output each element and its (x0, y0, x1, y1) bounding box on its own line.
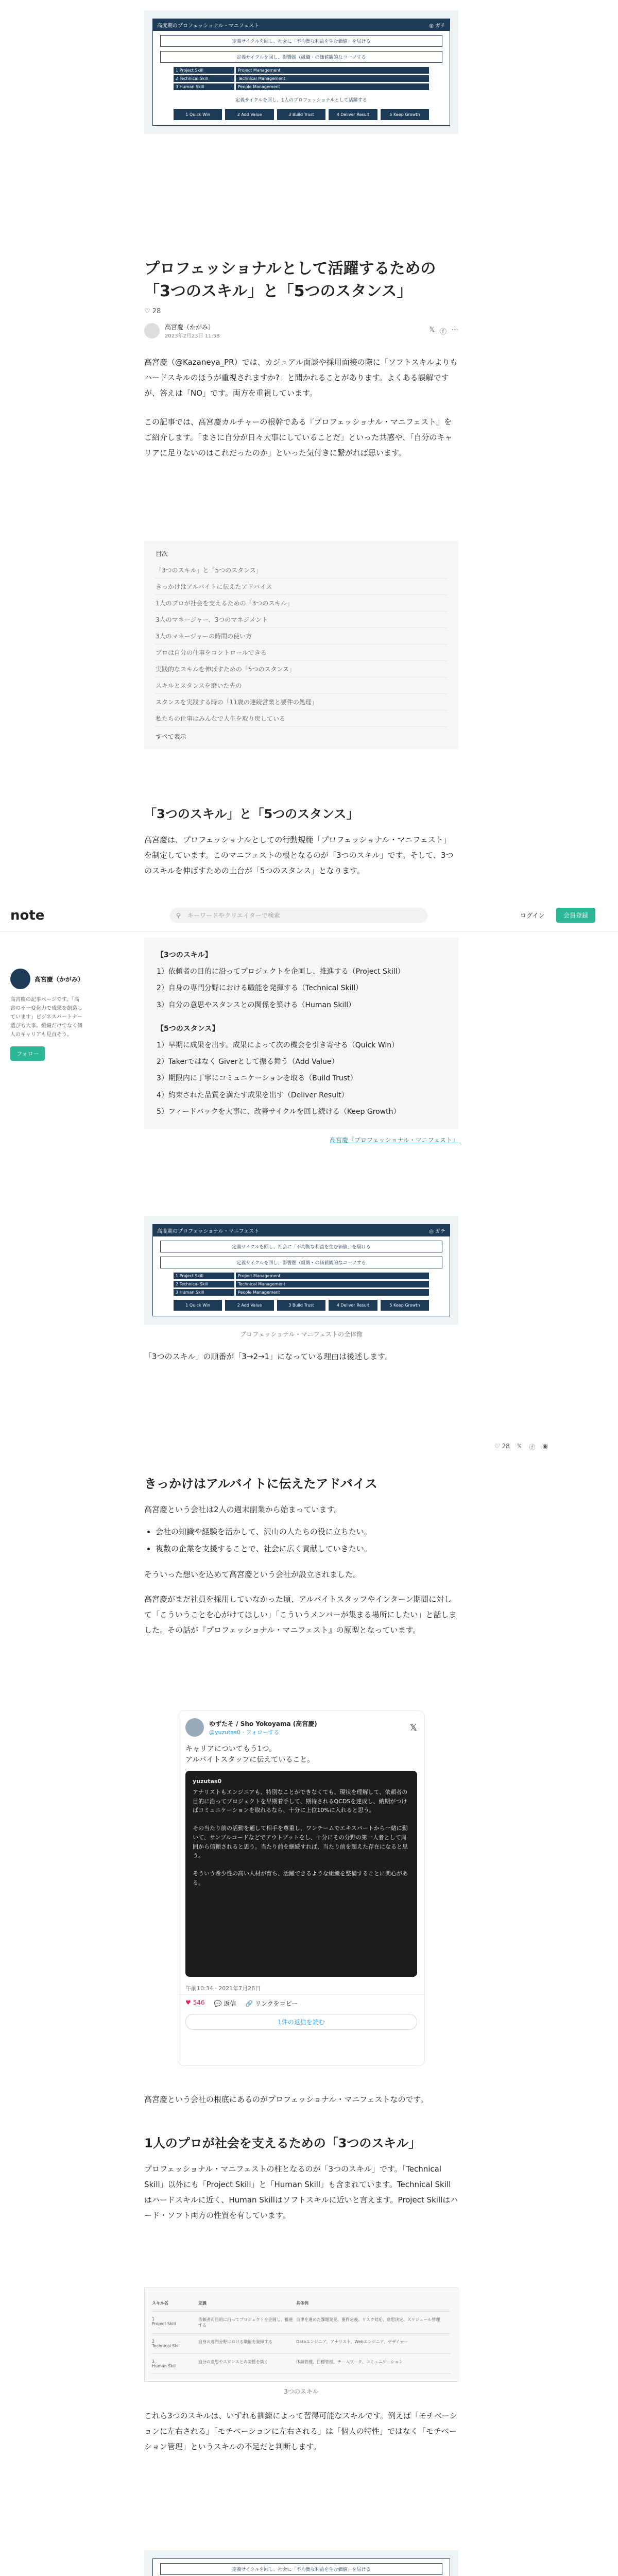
toc-item[interactable]: スキルとスタンスを磨いた先の (156, 677, 447, 694)
stance-box: 1 Quick Win (174, 1300, 222, 1311)
author-name[interactable]: 高宮慶（かがみ） (165, 324, 215, 331)
table-cell: 自分の意思やスタンスとの関係を築く (198, 2360, 268, 2364)
table-header: 定義 (198, 2301, 207, 2306)
avatar[interactable] (10, 969, 30, 989)
chain-right: Technical Management (236, 75, 429, 82)
figure-stances (174, 109, 429, 120)
table-cell: 自律を進めた課題発見、要件定義、リスク対応、意思決定、スケジュール管理 (296, 2317, 440, 2322)
stance-box: 3 Build Trust (277, 109, 325, 120)
x-share-icon[interactable]: 𝕏 (517, 1443, 522, 1450)
chain-left: 2 Technical Skill (174, 1281, 234, 1287)
like-count: 28 (502, 1443, 510, 1450)
manifesto-quote (144, 938, 458, 1144)
figure-pill-2: 定義サイクルを回し、影響圏（組織・の価値観的なコ一ツする (160, 51, 442, 63)
chain-right: Project Management (236, 1273, 429, 1279)
toc-item[interactable]: 私たちの仕事はみんなで人生を取り戻している (156, 710, 447, 727)
table-row (152, 2334, 451, 2354)
evaluate-paragraph: これら3つのスキルは、いずれも訓練によって習得可能なスキルです。例えば「モチベーションに左右される」「モチベーションに左右される」は「個人の特性」ではなく「モチベーション管理」というスキルの不足だと判断します。 (144, 2411, 457, 2451)
table-cell: 自身の専門分野における職能を発揮する (198, 2340, 272, 2344)
advice-paragraph-3: 高宮慶がまだ社員を採用していなかった頃、アルバイトスタッフやインターン期間に対して「こういうことを心がけてほしい」「こういうメンバーが集まる場所にしたい」と話しました。その話が『プロフェッショナル・マニフェスト』の原型となっています。 (144, 1595, 457, 1635)
stance-box: 2 Add Value (225, 1300, 273, 1311)
intro-paragraph-2: この記事では、高宮慶カルチャーの根幹である『プロフェッショナル・マニフェスト』をご紹介します。「まさに自分が日々大事にしていることだ」といった共感や、「自分のキャリアに足りないのはこれだったのか」といった気付きに繋がれば思います。 (144, 417, 453, 457)
manifesto-figure (144, 1216, 458, 1364)
table-header: 具体例 (296, 2301, 308, 2306)
ratio-paragraph: 「3つのスキル」の順番が「3→2→1」になっている理由は後述します。 (144, 1352, 392, 1361)
stance-box: 4 Deliver Result (329, 109, 377, 120)
x-share-icon[interactable]: 𝕏 (429, 326, 435, 334)
table-cell: 2 Technical Skill (152, 2339, 181, 2348)
skill-line: 3）自分の意思やスタンスとの関係を築ける（Human Skill） (157, 1001, 356, 1009)
skill-line: 1）依頼者の目的に沿ってプロジェクトを企画し、推進する（Project Skill） (157, 968, 405, 976)
toc-item[interactable]: 3人のマネージャーの時間の使い方 (156, 628, 447, 645)
follow-button[interactable]: フォロー (10, 1046, 45, 1061)
search-icon: ⚲ (176, 912, 181, 919)
like-row[interactable] (144, 308, 458, 315)
stance-line: 5）フィードバックを大事に、改善サイクルを回し続ける（Keep Growth） (157, 1107, 401, 1116)
reply-label: 返信 (224, 2000, 236, 2007)
toc-item[interactable]: 1人のプロが社会を支えるための「3つのスキル」 (156, 595, 447, 612)
quoted-author: yuzutas0 (193, 1778, 222, 1785)
stance-caption: 定義サイクルを回し、1人のプロフェッショナルとして活躍する (235, 98, 367, 103)
stance-box: 3 Build Trust (277, 1300, 325, 1311)
stance-line: 3）期限内に丁寧にコミュニケーションを取る（Build Trust） (157, 1074, 357, 1083)
table-cell: 1 Project Skill (152, 2317, 176, 2326)
chain-right: People Management (236, 83, 429, 90)
sidebar-bio: 高宮慶の記事ページです。「高宮の不一変化力で成果を創造しています」ビジネスパートナー選びも大事。組織だけでなく個人のキャリアも見直そう。 (10, 997, 82, 1038)
section-heading-three-skills: 1人のプロが社会を支えるための「3つのスキル」 (144, 2136, 421, 2150)
bullet-item: • 会社の知識や経験を活かして、沢山の人たちの役に立ちたい。 (156, 1523, 458, 1540)
tweet-handle[interactable]: @yuzutas0 · フォローする (209, 1728, 280, 1736)
stance-line: 2）Takerではなく Giverとして振る舞う（Add Value） (157, 1058, 339, 1066)
stance-box: 5 Keep Growth (381, 1300, 429, 1311)
hero-figure (144, 10, 458, 134)
tweet-like-count: 546 (193, 1999, 205, 2006)
three-skills-paragraph: プロフェッショナル・マニフェストの柱となるのが「3つのスキル」です。「Technical Skill」以外にも「Project Skill」と「Human Skill」も含まれています。Technical Skillはハードスキルに近く、Human Skillはソフトスキルに近いと言えます。Project Skillはハード・ソフト両方の性質を有しています。 (144, 2164, 458, 2220)
toc-item[interactable]: プロは自分の仕事をコントロールできる (156, 645, 447, 661)
site-header (0, 901, 618, 932)
figure-pill-1: 定義サイクルを回し、社会に「不均衡な利益を生む価値」を届ける (160, 2563, 442, 2575)
like-count: 28 (152, 308, 161, 315)
quoted-text: アナリストもエンジニアも、特別なことができなくても、現状を理解して、依頼者の目的に沿ってプロジェクトを早期着手して、期待されるQCDSを達成し、納期がつけばコミュニケーションを取れるなら、十分に上位10%に入れると思う。 その当たり前の活動を通して相手を尊重し、ワンチームでエキスパートから一緒に動いて、サンプルコードなどでアウトプットをし、十分にその分野の第一人者として周囲から信頼されると思う。当たり前を継続すれば、当たり前を超えた存在になると思う。 そういう希少性の高い人材が育ち、活躍できるような組織を整備することに関心がある。 (193, 1789, 408, 1886)
stance-line: 4）約束された品質を満たす成果を出す（Deliver Result） (157, 1091, 349, 1099)
intro-paragraph-1: 高宮慶（@Kazaneya_PR）では、カジュアル面談や採用面接の際に「ソフトスキルよりもハードスキルのほうが重視されますか?」と聞かれることがあります。よくある誤解ですが、答えは「NO」です。両方を重視しています。 (144, 358, 458, 398)
stance-line: 1）早期に成果を出す。成果によって次の機会を引き寄せる（Quick Win） (157, 1041, 399, 1049)
heart-icon[interactable]: ♡ (144, 308, 150, 315)
tweet-author[interactable]: ゆずたそ / Sho Yokoyama (高宮慶) (209, 1720, 317, 1727)
table-header: スキル名 (152, 2301, 168, 2306)
skill-line: 2）自身の専門分野における職能を発揮する（Technical Skill） (157, 984, 363, 993)
tweet-quoted-image (185, 1771, 417, 1977)
figure-brand: ◎ ガチ (429, 23, 445, 29)
stance-box: 2 Add Value (225, 109, 273, 120)
author-sidebar (10, 969, 82, 1061)
toc-item[interactable]: 3人のマネージャー、3つのマネジメント (156, 612, 447, 628)
more-icon[interactable]: ⋯ (452, 326, 458, 334)
advice-paragraph-2: そういった想いを込めて高宮慶という会社が設立されました。 (144, 1570, 361, 1579)
heart-icon[interactable]: ♡ 28 (494, 1443, 510, 1450)
table-row (152, 2354, 451, 2374)
stances-heading: 【5つのスタンス】 (157, 1024, 219, 1033)
search-placeholder: キーワードやクリエイターで検索 (187, 912, 280, 919)
figure-chain (174, 67, 429, 90)
post-date: 2023年2月23日 11:58 (165, 333, 220, 339)
avatar[interactable] (144, 323, 160, 338)
chain-right: People Management (236, 1289, 429, 1296)
chain-left: 2 Technical Skill (174, 75, 234, 82)
figure-brand: ◎ ガチ (429, 1229, 445, 1234)
figure-pill-1: 定義サイクルを回し、社会に「不均衡な利益を生む価値」を届ける (160, 1241, 442, 1252)
tweet-reply-button[interactable]: 💬 返信 (214, 2000, 236, 2007)
after-tweet-paragraph: 高宮慶という会社の根底にあるのがプロフェッショナル・マニフェストなのです。 (144, 2095, 428, 2104)
note-logo[interactable]: note (10, 908, 45, 923)
tweet-read-replies-button[interactable]: 1件の返信を読む (185, 2014, 417, 2030)
line-icon[interactable]: ◉ (542, 1443, 548, 1450)
copy-label: リンクをコピー (255, 2000, 298, 2007)
x-logo-icon[interactable]: 𝕏 (409, 1722, 417, 1733)
table-cell: 体調管理、目標管理、チームワーク、コミュニケーション (296, 2360, 403, 2364)
cycle-figure (144, 2550, 458, 2576)
reaction-bar (494, 1443, 548, 1451)
chain-right: Project Management (236, 67, 429, 74)
toc-title: 目次 (156, 550, 168, 557)
toc-item[interactable]: スタンスを実践する時の「11歳の連続営業と要件の処理」 (156, 694, 447, 710)
tweet-embed[interactable] (178, 1710, 425, 2066)
facebook-icon[interactable]: ⓕ (529, 1444, 536, 1451)
tweet-text: キャリアについてもう1つ。 アルバイトスタッフに伝えていること。 (185, 1745, 315, 1764)
section-heading-advice: きっかけはアルバイトに伝えたアドバイス (144, 1477, 377, 1491)
table-cell: 3 Human Skill (152, 2359, 177, 2368)
figure-pill-1: 定義サイクルを回し、社会に「不均衡な利益を生む価値」を届ける (160, 35, 442, 47)
bullet-item: • 複数の企業を支援することで、社会に広く貢献していきたい。 (156, 1540, 458, 1557)
tweet-copy-link-button[interactable]: 🔗 リンクをコピー (245, 2000, 298, 2007)
table-caption: 3つのスキル (284, 2388, 319, 2395)
signup-button[interactable]: 会員登録 (556, 908, 595, 923)
skills-table-figure (144, 2287, 458, 2454)
chain-left: 3 Human Skill (174, 83, 234, 90)
sidebar-author[interactable]: 高宮慶（かがみ） (34, 975, 84, 983)
figure-caption: プロフェッショナル・マニフェストの全体像 (240, 1331, 363, 1338)
table-of-contents (144, 541, 458, 749)
toc-item[interactable]: きっかけはアルバイトに伝えたアドバイス (156, 579, 447, 595)
tweet-time: 午前10:34 · 2021年7月28日 (185, 1985, 261, 1992)
figure-org: 高度期のプロフェッショナル・マニフェスト (157, 23, 260, 29)
table-cell: 依頼者の目的に沿ってプロジェクトを企画し、推進する (198, 2317, 293, 2328)
skills-heading: 【3つのスキル】 (157, 951, 212, 959)
table-row (152, 2312, 451, 2334)
login-link[interactable]: ログイン (520, 912, 545, 919)
table-cell: Dataエンジニア、アナリスト、Webエンジニア、デザイナー (296, 2340, 408, 2344)
chain-left: 1 Project Skill (174, 67, 234, 74)
toc-item[interactable]: 実践的なスキルを伸ばすための「5つのスタンス」 (156, 661, 447, 677)
toc-more-button[interactable]: すべて表示 (156, 733, 186, 740)
advice-paragraph-1: 高宮慶という会社は2人の週末副業から始まっています。 (144, 1505, 342, 1514)
chain-right: Technical Management (236, 1281, 429, 1287)
chain-left: 3 Human Skill (174, 1289, 234, 1296)
figure-org: 高度期のプロフェッショナル・マニフェスト (157, 1229, 260, 1234)
quote-source-link[interactable]: 高宮慶『プロフェッショナル・マニフェスト』 (330, 1136, 458, 1144)
section-heading-skills: 「3つのスキル」と「5つのスタンス」 (144, 807, 359, 821)
figure-pill-2: 定義サイクルを回し、影響圏（組織・の価値観的なコ一ツする (160, 1257, 442, 1268)
tweet-like-button[interactable]: ♥ 546 (185, 1999, 205, 2006)
stance-box: 1 Quick Win (174, 109, 222, 120)
facebook-icon[interactable]: ⓕ (439, 328, 447, 336)
advice-bullets (144, 1523, 458, 1557)
search-input[interactable] (170, 908, 427, 923)
chain-left: 1 Project Skill (174, 1273, 234, 1279)
stance-box: 4 Deliver Result (329, 1300, 377, 1311)
stance-box: 5 Keep Growth (381, 109, 429, 120)
avatar[interactable] (185, 1718, 204, 1737)
toc-item[interactable]: 「3つのスキル」と「5つのスタンス」 (156, 562, 447, 579)
skills-paragraph: 高宮慶は、プロフェッショナルとしての行動規範「プロフェッショナル・マニフェスト」を制定しています。このマニフェストの根となるのが「3つのスキル」です。そして、3つのスキルを伸ばすための土台が「5つのスタンス」となります。 (144, 835, 454, 875)
article-title: プロフェッショナルとして活躍するための「3つのスキル」と「5つのスタンス」 (144, 260, 436, 300)
